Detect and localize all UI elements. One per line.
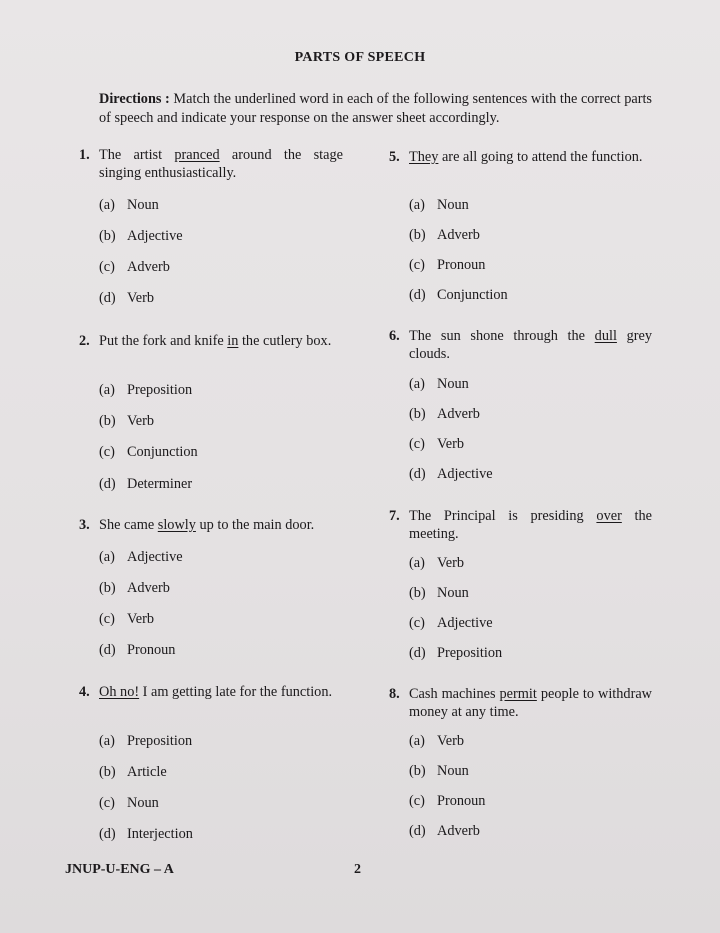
question-number: 1. [79,147,90,163]
option-label: (b) [409,763,426,779]
option-text: Verb [127,611,154,627]
directions-text: Match the underlined word in each of the following sentences with the correct parts of speech and indicate your response on the answer sheet accordingly. [99,91,652,126]
option-text: Pronoun [127,642,176,658]
option-text: Adverb [437,823,480,839]
option-label: (c) [409,257,425,273]
option[interactable] [409,286,508,304]
underlined-word: Oh no! [99,684,140,700]
directions-label: Directions : [99,91,170,107]
option-text: Preposition [127,733,193,749]
question-3 [79,516,343,658]
question-number: 6. [389,328,400,344]
question-stem [79,683,343,701]
option-text: Adverb [437,227,480,243]
option-label: (d) [409,466,426,482]
option-label: (c) [409,436,425,452]
stem-text: I am getting late for the function. [139,684,333,700]
option-text: Verb [437,436,464,452]
question-6 [389,327,652,482]
option-text: Preposition [127,382,193,398]
option-label: (a) [99,733,115,749]
option-label: (a) [99,197,115,213]
question-2 [79,332,343,492]
option-label: (d) [99,826,116,842]
option[interactable] [409,226,480,244]
question-4 [79,683,343,842]
option-text: Noun [127,795,159,811]
question-number: 2. [79,333,90,349]
stem-text: Cash machines [409,686,500,702]
question-8 [389,685,652,839]
page-number: 2 [354,862,361,877]
option[interactable] [99,258,170,276]
option-label: (d) [409,645,426,661]
option[interactable] [99,794,159,812]
option[interactable] [409,644,502,662]
option-label: (b) [409,227,426,243]
question-number: 7. [389,508,400,524]
option-text: Noun [437,763,469,779]
stem-text: The sun shone through the [409,328,595,344]
option[interactable] [99,196,159,214]
option-text: Noun [437,376,469,392]
option-label: (c) [99,795,115,811]
option[interactable] [409,375,469,393]
option-text: Article [127,764,167,780]
option-label: (b) [409,585,426,601]
option-label: (c) [99,259,115,275]
option-text: Verb [437,555,464,571]
underlined-word: over [596,508,622,524]
option-text: Verb [127,290,154,306]
option[interactable] [409,762,469,780]
question-stem [79,146,343,182]
option-label: (a) [99,549,115,565]
option-label: (a) [99,382,115,398]
option-label: (a) [409,555,425,571]
option[interactable] [99,548,183,566]
option-text: Conjunction [437,287,508,303]
option-label: (b) [99,228,116,244]
option-text: Adjective [127,228,183,244]
question-number: 4. [79,684,90,700]
option-label: (a) [409,197,425,213]
option-text: Adverb [437,406,480,422]
question-stem [389,685,652,721]
option[interactable] [99,412,154,430]
question-stem [79,516,343,534]
option-label: (c) [409,615,425,631]
option[interactable] [409,584,469,602]
option-label: (c) [99,444,115,460]
option-text: Interjection [127,826,193,842]
option[interactable] [99,381,192,399]
underlined-word: dull [594,328,617,344]
question-number: 8. [389,686,400,702]
stem-text: Put the fork and knife [99,333,228,349]
stem-text: around the stage singing enthusiastically. [99,147,343,181]
question-number: 5. [389,149,400,165]
option[interactable] [409,405,480,423]
option-label: (d) [99,642,116,658]
page-title: PARTS OF SPEECH [294,50,426,65]
option[interactable] [99,579,170,597]
option-label: (d) [409,823,426,839]
question-stem [79,332,343,350]
option[interactable] [99,475,192,493]
option[interactable] [99,825,193,843]
question-stem [389,507,652,543]
option-label: (c) [409,793,425,809]
question-7 [389,507,652,661]
option[interactable] [99,763,167,781]
option-text: Conjunction [127,444,198,460]
option-label: (b) [99,764,116,780]
option[interactable] [409,792,485,810]
option-label: (d) [99,476,116,492]
question-1 [79,146,343,306]
stem-text: people to withdraw money at any time. [409,686,652,720]
underlined-word: in [227,333,239,349]
option[interactable] [409,614,493,632]
option-label: (d) [99,290,116,306]
option[interactable] [99,227,183,245]
option-text: Noun [127,197,159,213]
underlined-word: pranced [174,147,220,163]
option[interactable] [409,256,485,274]
option-text: Determiner [127,476,193,492]
question-stem [389,327,652,363]
stem-text: up to the main door. [195,517,315,533]
paper-code: JNUP-U-ENG – A [65,862,174,877]
stem-text: grey clouds. [409,328,652,362]
option-label: (b) [99,413,116,429]
option[interactable] [409,732,464,750]
option-text: Adjective [437,466,493,482]
stem-text: are all going to attend the function. [438,149,643,165]
underlined-word: slowly [157,517,196,533]
stem-text: the cutlery box. [238,333,332,349]
question-5 [389,148,652,303]
option[interactable] [99,289,154,307]
underlined-word: permit [499,686,537,702]
option[interactable] [99,443,198,461]
option[interactable] [99,641,175,659]
option-text: Noun [437,197,469,213]
option[interactable] [409,465,493,483]
underlined-word: They [409,149,439,165]
option-label: (b) [409,406,426,422]
stem-text: the meeting. [409,508,652,542]
stem-text: She came [99,517,158,533]
option-text: Pronoun [437,793,486,809]
option-text: Verb [437,733,464,749]
stem-text: The artist [99,147,175,163]
directions [99,90,652,128]
option-text: Adverb [127,580,170,596]
option-text: Adjective [437,615,493,631]
option-label: (d) [409,287,426,303]
option-label: (a) [409,733,425,749]
option-text: Adverb [127,259,170,275]
option-label: (a) [409,376,425,392]
option[interactable] [409,822,480,840]
question-number: 3. [79,517,90,533]
option[interactable] [409,435,464,453]
option-text: Adjective [127,549,183,565]
question-stem [389,148,652,166]
option-text: Pronoun [437,257,486,273]
option[interactable] [99,610,154,628]
option[interactable] [99,732,192,750]
option-label: (b) [99,580,116,596]
option-text: Noun [437,585,469,601]
stem-text: The Principal is presiding [409,508,597,524]
option[interactable] [409,554,464,572]
option-text: Preposition [437,645,503,661]
option-text: Verb [127,413,154,429]
option-label: (c) [99,611,115,627]
option[interactable] [409,196,469,214]
